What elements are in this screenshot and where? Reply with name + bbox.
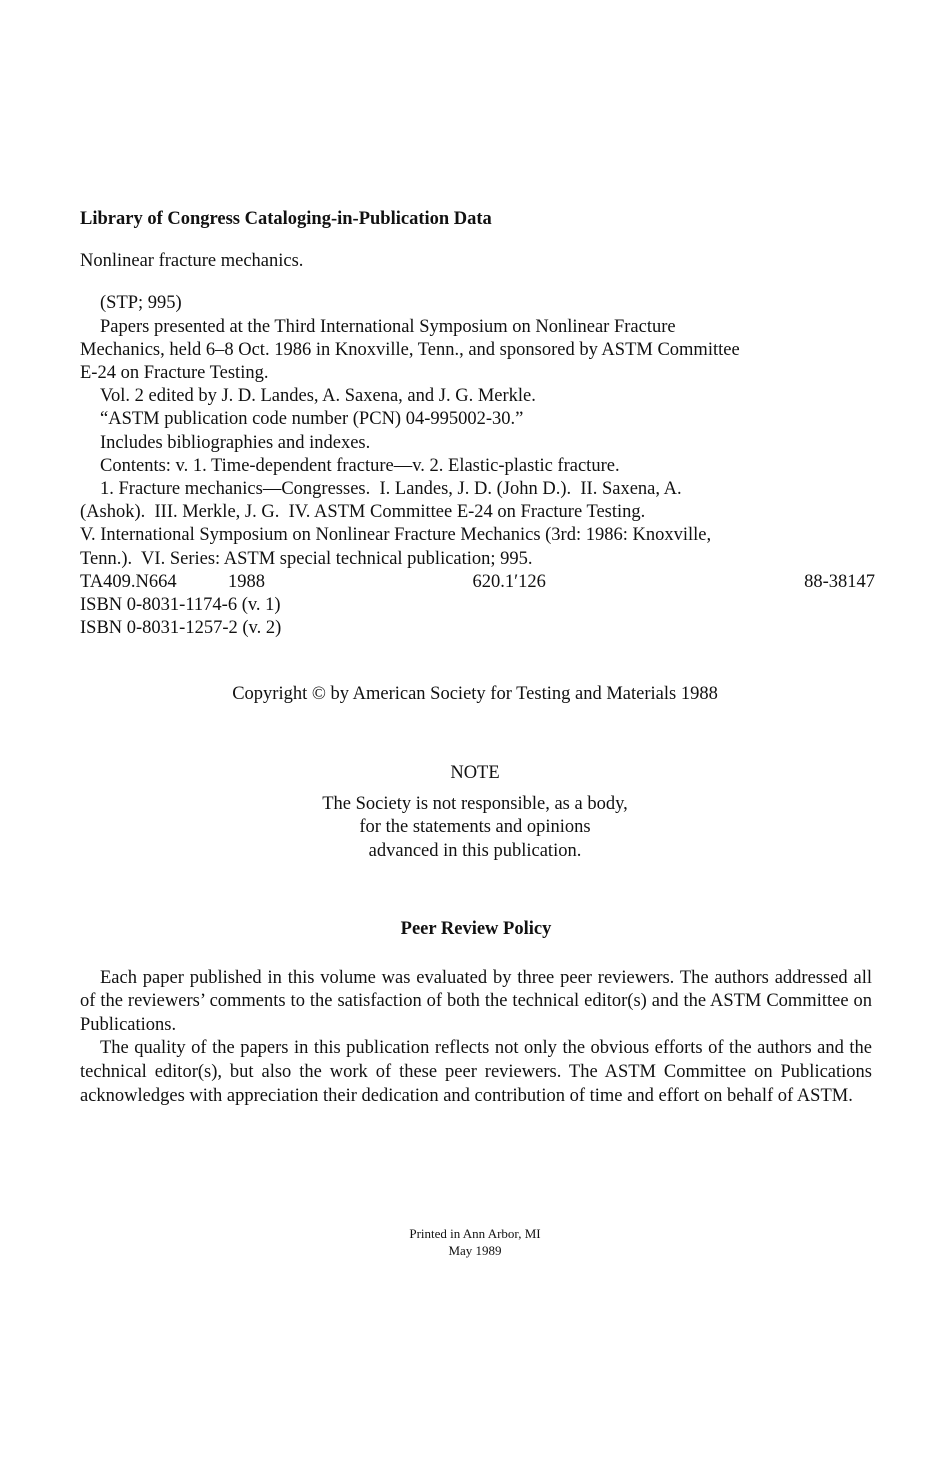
cip-call-number-group <box>80 571 310 594</box>
peer-review-paragraph-2: The quality of the papers in this publication reflects not only the obvious efforts of the authors and the technical editor(s), but also the work of these peer reviewers. The ASTM Committee on Publications acknowledges with appreciation their dedication and contribution of time and effort on behalf of ASTM. <box>80 1038 872 1106</box>
cip-papers-line-3: E-24 on Fracture Testing. <box>80 363 269 384</box>
cip-subject-line-3: V. International Symposium on Nonlinear Fracture Mechanics (3rd: 1986: Knoxville, <box>80 525 712 546</box>
cip-call-year: 1988 <box>228 571 265 592</box>
cip-isbn-v2: ISBN 0-8031-1257-2 (v. 2) <box>80 618 282 639</box>
printed-date: May 1989 <box>448 1243 502 1258</box>
cip-title: Nonlinear fracture mechanics. <box>80 251 304 272</box>
cip-bib-note: Includes bibliographies and indexes. <box>100 432 371 453</box>
cip-data-block <box>80 208 875 640</box>
cip-classification-row <box>80 571 875 594</box>
cip-papers-line-1: Papers presented at the Third International Symposium on Nonlinear Fracture <box>100 316 676 337</box>
note-line-3: advanced in this publication. <box>368 840 582 861</box>
cip-contents-note: Contents: v. 1. Time-dependent fracture—v. 2. Elastic-plastic fracture. <box>100 455 620 476</box>
cip-subject-line-2: (Ashok). III. Merkle, J. G. IV. ASTM Committee E-24 on Fracture Testing. <box>80 502 646 523</box>
copyright-line: Copyright © by American Society for Testing and Materials 1988 <box>232 684 718 704</box>
printed-block <box>0 1225 950 1259</box>
cip-pcn-note: “ASTM publication code number (PCN) 04-995002-30.” <box>100 409 524 430</box>
cip-isbn-v1: ISBN 0-8031-1174-6 (v. 1) <box>80 595 281 616</box>
cip-series-note: (STP; 995) <box>100 293 182 314</box>
cip-vol-note: Vol. 2 edited by J. D. Landes, A. Saxena, and J. G. Merkle. <box>100 386 536 407</box>
cip-heading: Library of Congress Cataloging-in-Publication Data <box>80 209 492 229</box>
cip-lccn: 88-38147 <box>804 571 875 592</box>
note-line-2: for the statements and opinions <box>359 817 591 838</box>
cip-dewey: 620.1′126 <box>472 571 546 592</box>
cip-call-number: TA409.N664 <box>80 571 177 592</box>
cip-papers-line-2: Mechanics, held 6–8 Oct. 1986 in Knoxville, Tenn., and sponsored by ASTM Committee <box>80 339 740 360</box>
peer-review-block <box>80 918 872 1108</box>
note-block <box>0 762 950 863</box>
printed-place: Printed in Ann Arbor, MI <box>409 1226 541 1241</box>
cip-subject-line-1: 1. Fracture mechanics—Congresses. I. Landes, J. D. (John D.). II. Saxena, A. <box>100 479 682 500</box>
cip-subject-line-4: Tenn.). VI. Series: ASTM special technical publication; 995. <box>80 548 533 569</box>
peer-review-heading: Peer Review Policy <box>400 919 552 939</box>
note-line-1: The Society is not responsible, as a body, <box>322 794 628 815</box>
note-title: NOTE <box>450 763 500 783</box>
peer-review-paragraph-1: Each paper published in this volume was evaluated by three peer reviewers. The authors addressed all of the reviewers’ comments to the satisfaction of both the technical editor(s) and the ASTM Committee on Publications. <box>80 967 872 1035</box>
